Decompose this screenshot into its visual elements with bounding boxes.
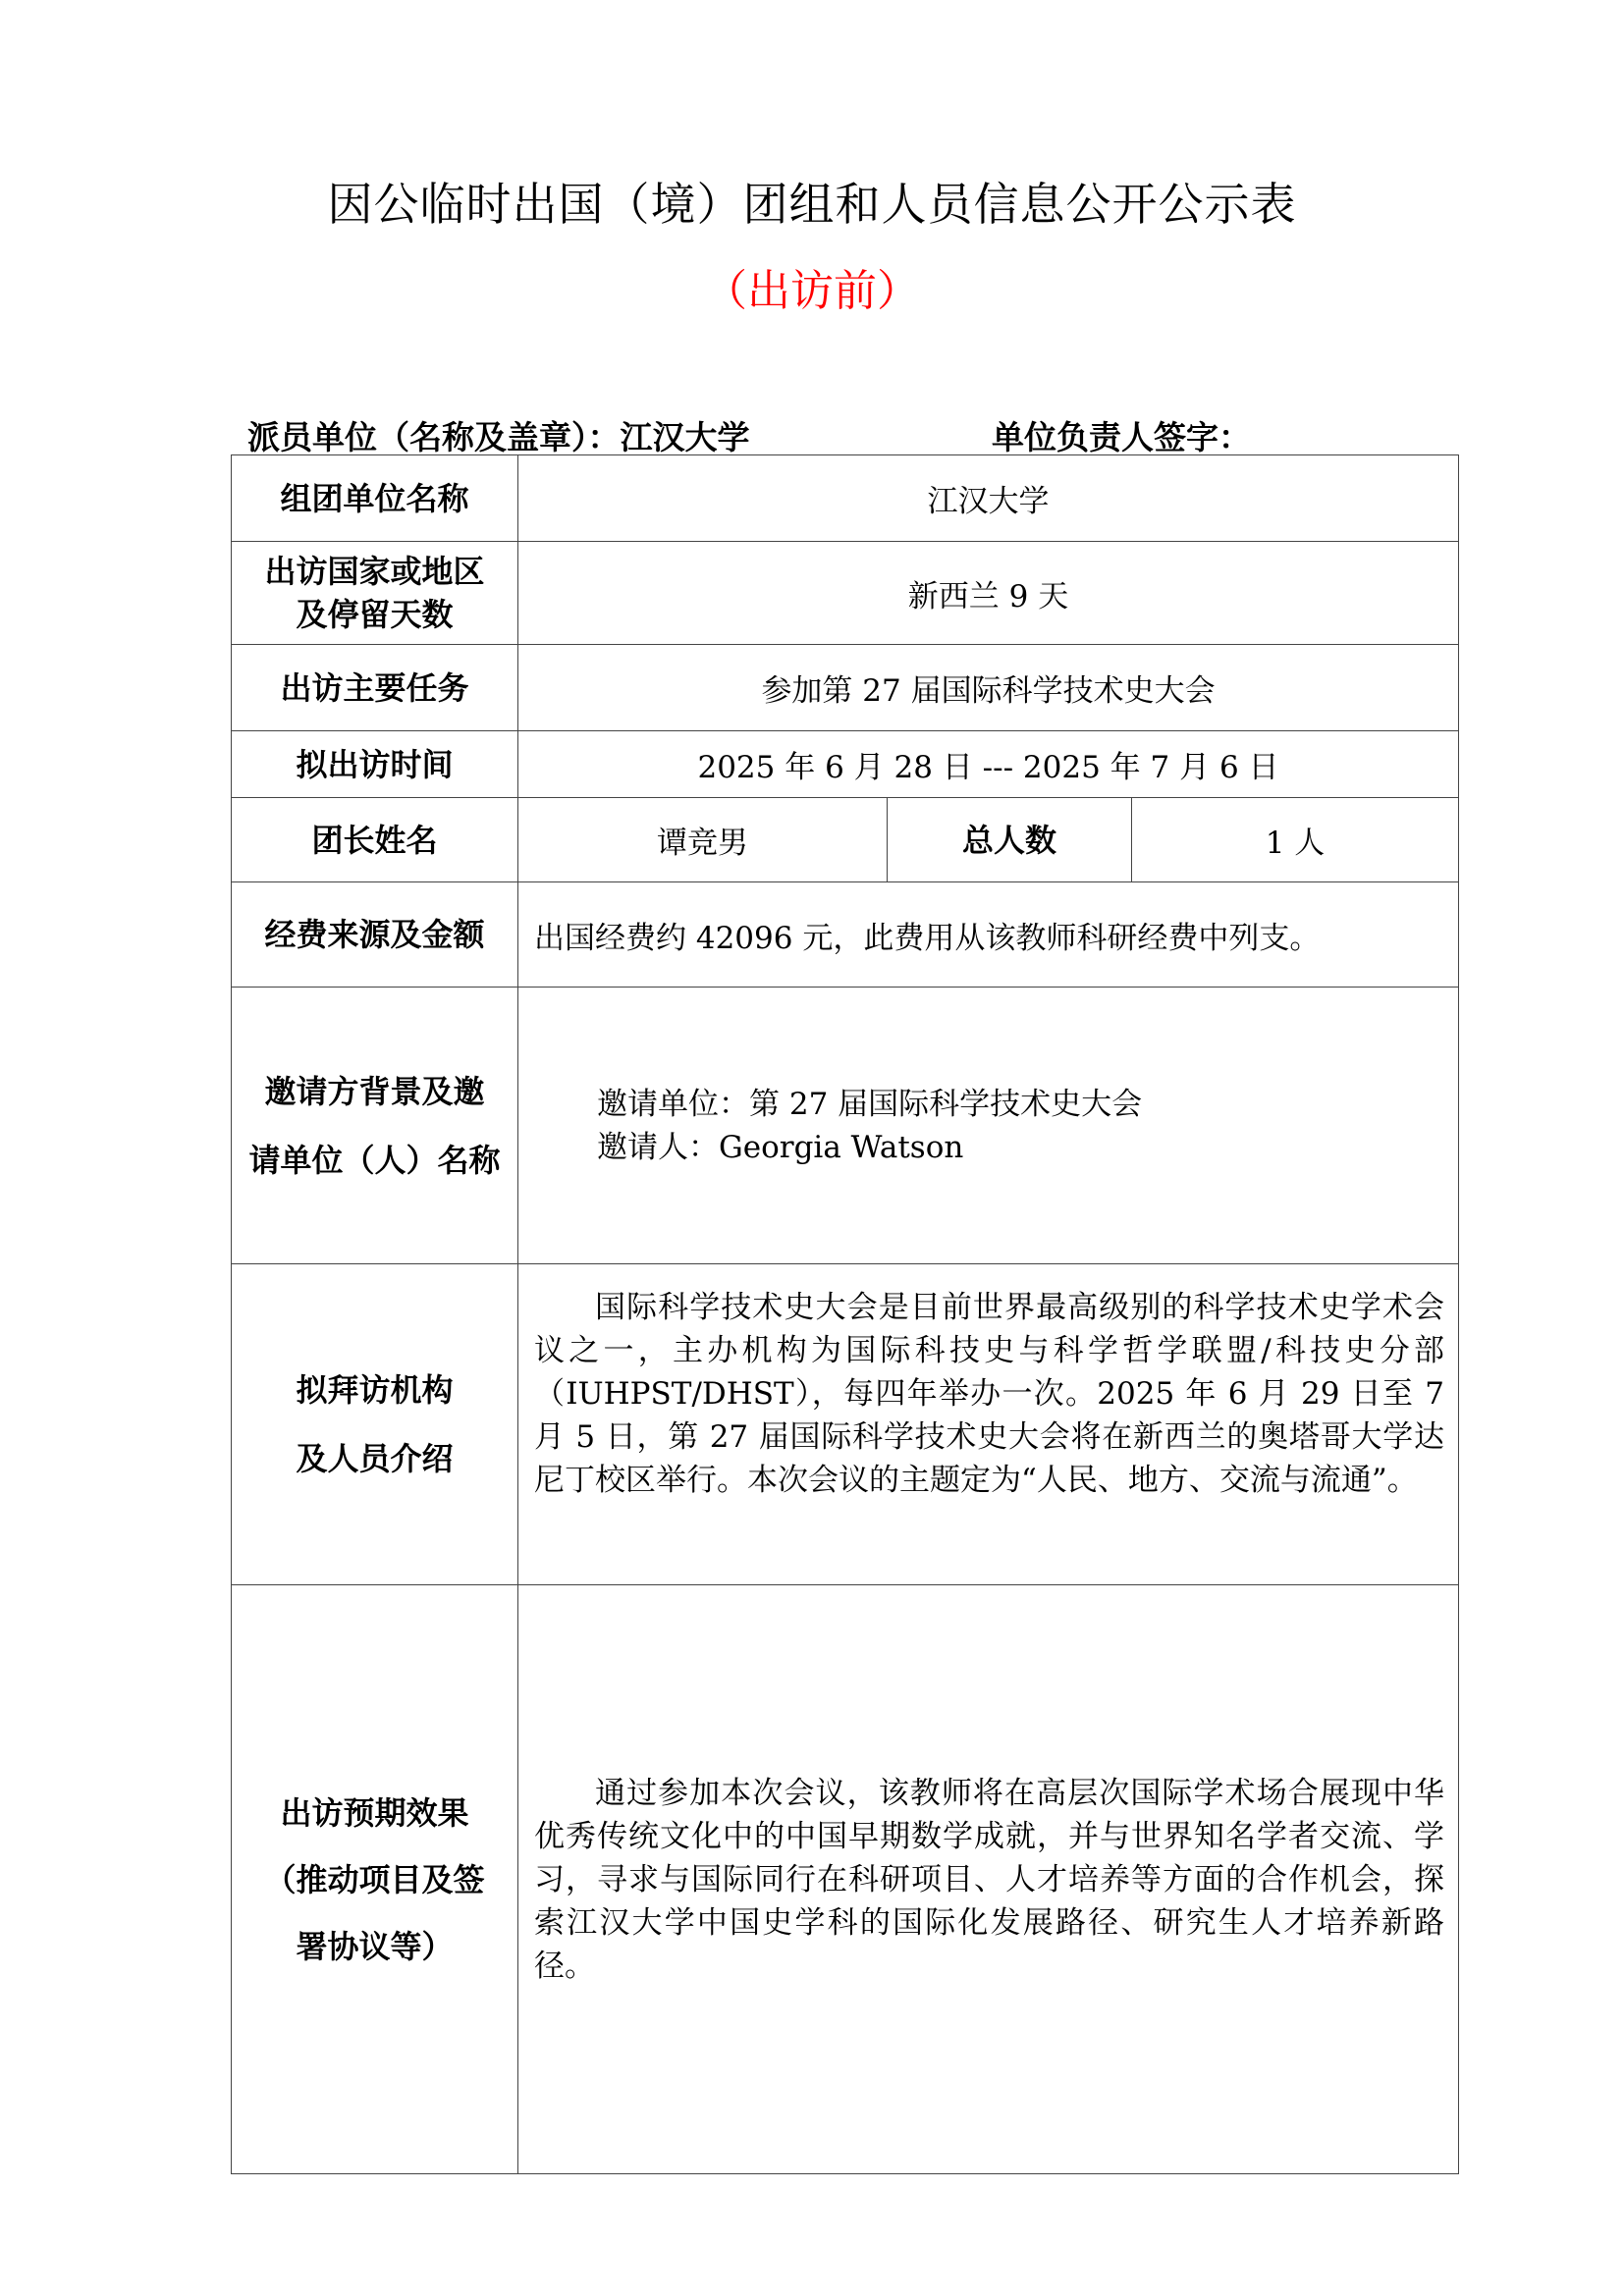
- leader-label: 团长姓名: [232, 798, 518, 882]
- info-table: [231, 454, 1459, 2174]
- row-effect: [232, 1585, 1459, 2174]
- visit-text: 国际科学技术史大会是目前世界最高级别的科学技术史学术会议之一，主办机构为国际科技史与科学哲学联盟/科技史分部（IUHPST/DHST），每四年举办一次。2025 年 6 月 29 日至 7 月 5 日，第 27 届国际科学技术史大会将在新西兰的奥塔哥大学达尼丁校区举行。本次会议的主题定为“人民、地方、交流与流通”。: [534, 1290, 1445, 1498]
- page-subtitle: （出访前）: [704, 266, 920, 316]
- funding-label: 经费来源及金额: [232, 882, 518, 988]
- country-label-line1: 出访国家或地区: [264, 553, 485, 590]
- country-label: [232, 542, 518, 645]
- row-task: [232, 645, 1459, 731]
- visit-value-cell: [518, 1264, 1459, 1585]
- effect-label: [232, 1585, 518, 2174]
- visit-label-line2: 及人员介绍: [296, 1440, 454, 1477]
- inviter-label-line1: 邀请方背景及邀: [264, 1072, 485, 1110]
- row-inviter: [232, 988, 1459, 1264]
- total-label: 总人数: [888, 798, 1132, 882]
- row-country: [232, 542, 1459, 645]
- visit-label-line1: 拟拜访机构: [296, 1371, 454, 1409]
- row-leader: [232, 798, 1459, 882]
- effect-value-cell: [518, 1585, 1459, 2174]
- effect-label-line2: （推动项目及签: [264, 1860, 485, 1898]
- signature-label: 单位负责人签字：: [992, 418, 1251, 456]
- visit-label: [232, 1264, 518, 1585]
- leader-value: 谭竞男: [518, 798, 888, 882]
- effect-label-line3: 署协议等）: [296, 1927, 454, 1965]
- dispatch-unit-label: 派员单位（名称及盖章）：江汉大学: [247, 418, 750, 456]
- inviter-label: [232, 988, 518, 1264]
- row-group-unit: [232, 455, 1459, 542]
- inviter-person: 邀请人：Georgia Watson: [597, 1129, 964, 1165]
- group-unit-value: 江汉大学: [518, 455, 1459, 542]
- inviter-unit: 邀请单位：第 27 届国际科学技术史大会: [597, 1086, 1143, 1122]
- time-label: 拟出访时间: [232, 731, 518, 798]
- effect-label-line1: 出访预期效果: [280, 1793, 469, 1832]
- task-value: 参加第 27 届国际科学技术史大会: [518, 645, 1459, 731]
- row-visit: [232, 1264, 1459, 1585]
- row-funding: [232, 882, 1459, 988]
- group-unit-label: 组团单位名称: [232, 455, 518, 542]
- inviter-value: [518, 988, 1459, 1264]
- funding-value: 出国经费约 42096 元，此费用从该教师科研经费中列支。: [518, 882, 1459, 988]
- row-time: [232, 731, 1459, 798]
- time-value: 2025 年 6 月 28 日 --- 2025 年 7 月 6 日: [518, 731, 1459, 798]
- country-value: 新西兰 9 天: [518, 542, 1459, 645]
- inviter-label-line2: 请单位（人）名称: [248, 1141, 501, 1179]
- total-value: 1 人: [1132, 798, 1459, 882]
- page-title: 因公临时出国（境）团组和人员信息公开公示表: [327, 178, 1297, 231]
- task-label: 出访主要任务: [232, 645, 518, 731]
- effect-text: 通过参加本次会议，该教师将在高层次国际学术场合展现中华优秀传统文化中的中国早期数学成就，并与世界知名学者交流、学习，寻求与国际同行在科研项目、人才培养等方面的合作机会，探索江汉大学中国史学科的国际化发展路径、研究生人才培养新路径。: [534, 1775, 1445, 1984]
- country-label-line2: 及停留天数: [296, 596, 454, 633]
